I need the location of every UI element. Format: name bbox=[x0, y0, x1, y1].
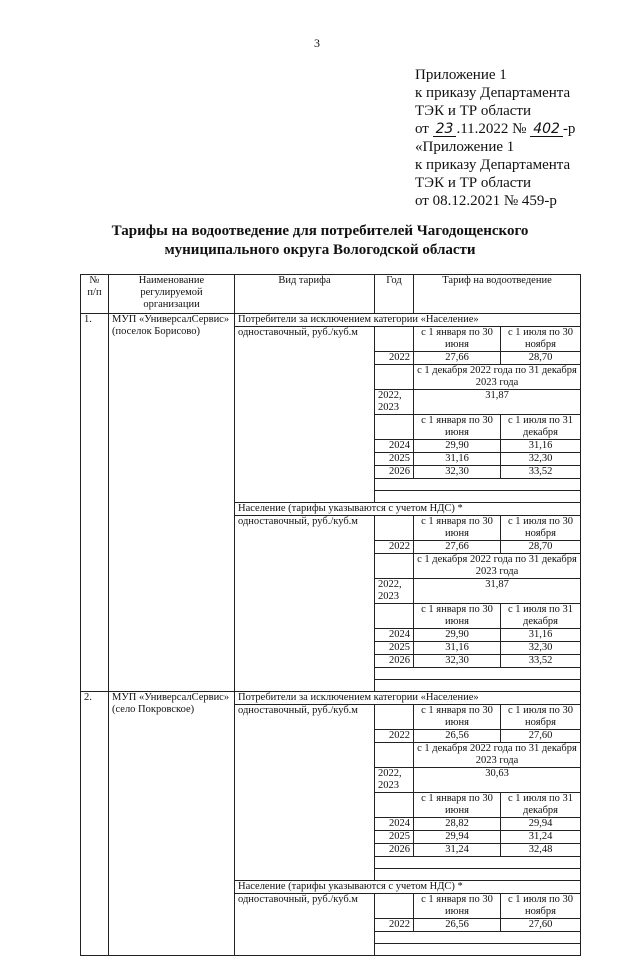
period-cell: с 1 декабря 2022 года по 31 декабря 2023 года bbox=[414, 554, 581, 579]
year-cell bbox=[375, 793, 414, 818]
year-cell: 2022, 2023 bbox=[375, 390, 414, 415]
value-cell: 29,90 bbox=[414, 629, 501, 642]
appendix-block bbox=[415, 66, 575, 210]
row-num: 2. bbox=[81, 692, 109, 956]
table-row bbox=[81, 314, 581, 327]
category-label: Потребители за исключением категории «Население» bbox=[235, 314, 581, 327]
title-line: муниципального округа Вологодской области bbox=[164, 242, 476, 258]
value-cell: 29,94 bbox=[501, 818, 581, 831]
value-cell: 27,60 bbox=[501, 919, 581, 932]
year-cell bbox=[375, 554, 414, 579]
appendix-line: к приказу Департамента bbox=[415, 157, 571, 173]
appendix-line: ТЭК и ТР области bbox=[415, 175, 531, 191]
year-cell: 2024 bbox=[375, 440, 414, 453]
value-cell: 32,30 bbox=[501, 453, 581, 466]
tariff-type: одноставочный, руб./куб.м bbox=[235, 705, 375, 881]
value-cell: 31,24 bbox=[501, 831, 581, 844]
value-cell: 33,52 bbox=[501, 466, 581, 479]
year-cell: 2022 bbox=[375, 919, 414, 932]
spacer-cell bbox=[375, 680, 581, 692]
tariff-type: одноставочный, руб./куб.м bbox=[235, 894, 375, 956]
year-cell bbox=[375, 604, 414, 629]
appendix-line: от 08.12.2021 № 459-р bbox=[415, 193, 557, 209]
value-cell: 32,30 bbox=[501, 642, 581, 655]
header-year: Год bbox=[375, 275, 414, 314]
org-name: МУП «УниверсалСервис» (поселок Борисово) bbox=[109, 314, 235, 692]
spacer-cell bbox=[375, 869, 581, 881]
period-cell: с 1 июля по 31 декабря bbox=[501, 415, 581, 440]
appendix-line: Приложение 1 bbox=[415, 67, 507, 83]
row-num: 1. bbox=[81, 314, 109, 692]
value-cell: 33,52 bbox=[501, 655, 581, 668]
period-cell: с 1 января по 30 июня bbox=[414, 894, 501, 919]
tariff-table bbox=[80, 274, 581, 956]
year-cell bbox=[375, 516, 414, 541]
year-cell bbox=[375, 743, 414, 768]
period-cell: с 1 июля по 30 ноября bbox=[501, 894, 581, 919]
table-header-row bbox=[81, 275, 581, 314]
order-prefix: от bbox=[415, 121, 433, 137]
year-cell: 2026 bbox=[375, 844, 414, 857]
spacer-cell bbox=[375, 944, 581, 956]
tariff-type: одноставочный, руб./куб.м bbox=[235, 516, 375, 692]
appendix-order-line bbox=[415, 120, 575, 138]
spacer-cell bbox=[375, 479, 581, 491]
period-cell: с 1 июля по 31 декабря bbox=[501, 604, 581, 629]
year-cell bbox=[375, 365, 414, 390]
value-cell: 31,16 bbox=[501, 440, 581, 453]
year-cell: 2026 bbox=[375, 655, 414, 668]
period-cell: с 1 июля по 30 ноября bbox=[501, 327, 581, 352]
spacer-cell bbox=[375, 491, 581, 503]
handwritten-number: 402 bbox=[530, 122, 563, 137]
value-cell: 27,60 bbox=[501, 730, 581, 743]
tariff-type: одноставочный, руб./куб.м bbox=[235, 327, 375, 503]
year-cell: 2022, 2023 bbox=[375, 768, 414, 793]
period-cell: с 1 декабря 2022 года по 31 декабря 2023 года bbox=[414, 365, 581, 390]
period-cell: с 1 января по 30 июня bbox=[414, 327, 501, 352]
value-cell: 32,30 bbox=[414, 655, 501, 668]
handwritten-day: 23 bbox=[433, 122, 457, 137]
appendix-line: ТЭК и ТР области bbox=[415, 103, 531, 119]
category-label: Население (тарифы указываются с учетом НДС) * bbox=[235, 503, 581, 516]
year-cell: 2022 bbox=[375, 541, 414, 554]
header-num: № п/п bbox=[81, 275, 109, 314]
year-cell: 2025 bbox=[375, 642, 414, 655]
spacer-cell bbox=[375, 857, 581, 869]
value-cell: 31,87 bbox=[414, 390, 581, 415]
value-cell: 28,70 bbox=[501, 541, 581, 554]
appendix-line: «Приложение 1 bbox=[415, 139, 515, 155]
year-cell: 2026 bbox=[375, 466, 414, 479]
page-number: 3 bbox=[314, 36, 320, 50]
order-date: .11.2022 № bbox=[456, 121, 531, 137]
spacer-cell bbox=[375, 668, 581, 680]
table-row bbox=[81, 692, 581, 705]
value-cell: 26,56 bbox=[414, 730, 501, 743]
value-cell: 31,24 bbox=[414, 844, 501, 857]
year-cell: 2025 bbox=[375, 453, 414, 466]
period-cell: с 1 января по 30 июня bbox=[414, 793, 501, 818]
header-tariff: Тариф на водоотведение bbox=[414, 275, 581, 314]
appendix-line: к приказу Департамента bbox=[415, 85, 571, 101]
title-line: Тарифы на водоотведение для потребителей Чагодощенского bbox=[111, 223, 529, 239]
order-suffix: -р bbox=[562, 121, 576, 137]
category-label: Население (тарифы указываются с учетом НДС) * bbox=[235, 881, 581, 894]
header-type: Вид тарифа bbox=[235, 275, 375, 314]
period-cell: с 1 июля по 30 ноября bbox=[501, 516, 581, 541]
header-org: Наименование регулируемой организации bbox=[109, 275, 235, 314]
value-cell: 29,90 bbox=[414, 440, 501, 453]
value-cell: 28,70 bbox=[501, 352, 581, 365]
category-label: Потребители за исключением категории «Население» bbox=[235, 692, 581, 705]
value-cell: 32,48 bbox=[501, 844, 581, 857]
year-cell: 2022 bbox=[375, 352, 414, 365]
value-cell: 30,63 bbox=[414, 768, 581, 793]
value-cell: 31,87 bbox=[414, 579, 581, 604]
period-cell: с 1 января по 30 июня bbox=[414, 415, 501, 440]
year-cell: 2022 bbox=[375, 730, 414, 743]
period-cell: с 1 декабря 2022 года по 31 декабря 2023 года bbox=[414, 743, 581, 768]
value-cell: 26,56 bbox=[414, 919, 501, 932]
year-cell bbox=[375, 705, 414, 730]
value-cell: 31,16 bbox=[501, 629, 581, 642]
year-cell: 2024 bbox=[375, 629, 414, 642]
year-cell bbox=[375, 894, 414, 919]
year-cell bbox=[375, 415, 414, 440]
year-cell bbox=[375, 327, 414, 352]
org-name: МУП «УниверсалСервис» (село Покровское) bbox=[109, 692, 235, 956]
value-cell: 27,66 bbox=[414, 541, 501, 554]
value-cell: 31,16 bbox=[414, 453, 501, 466]
value-cell: 28,82 bbox=[414, 818, 501, 831]
period-cell: с 1 июля по 31 декабря bbox=[501, 793, 581, 818]
spacer-cell bbox=[375, 932, 581, 944]
year-cell: 2024 bbox=[375, 818, 414, 831]
period-cell: с 1 января по 30 июня bbox=[414, 516, 501, 541]
value-cell: 29,94 bbox=[414, 831, 501, 844]
value-cell: 32,30 bbox=[414, 466, 501, 479]
value-cell: 27,66 bbox=[414, 352, 501, 365]
year-cell: 2025 bbox=[375, 831, 414, 844]
period-cell: с 1 января по 30 июня bbox=[414, 705, 501, 730]
period-cell: с 1 января по 30 июня bbox=[414, 604, 501, 629]
year-cell: 2022, 2023 bbox=[375, 579, 414, 604]
period-cell: с 1 июля по 30 ноября bbox=[501, 705, 581, 730]
document-title bbox=[0, 222, 640, 260]
value-cell: 31,16 bbox=[414, 642, 501, 655]
